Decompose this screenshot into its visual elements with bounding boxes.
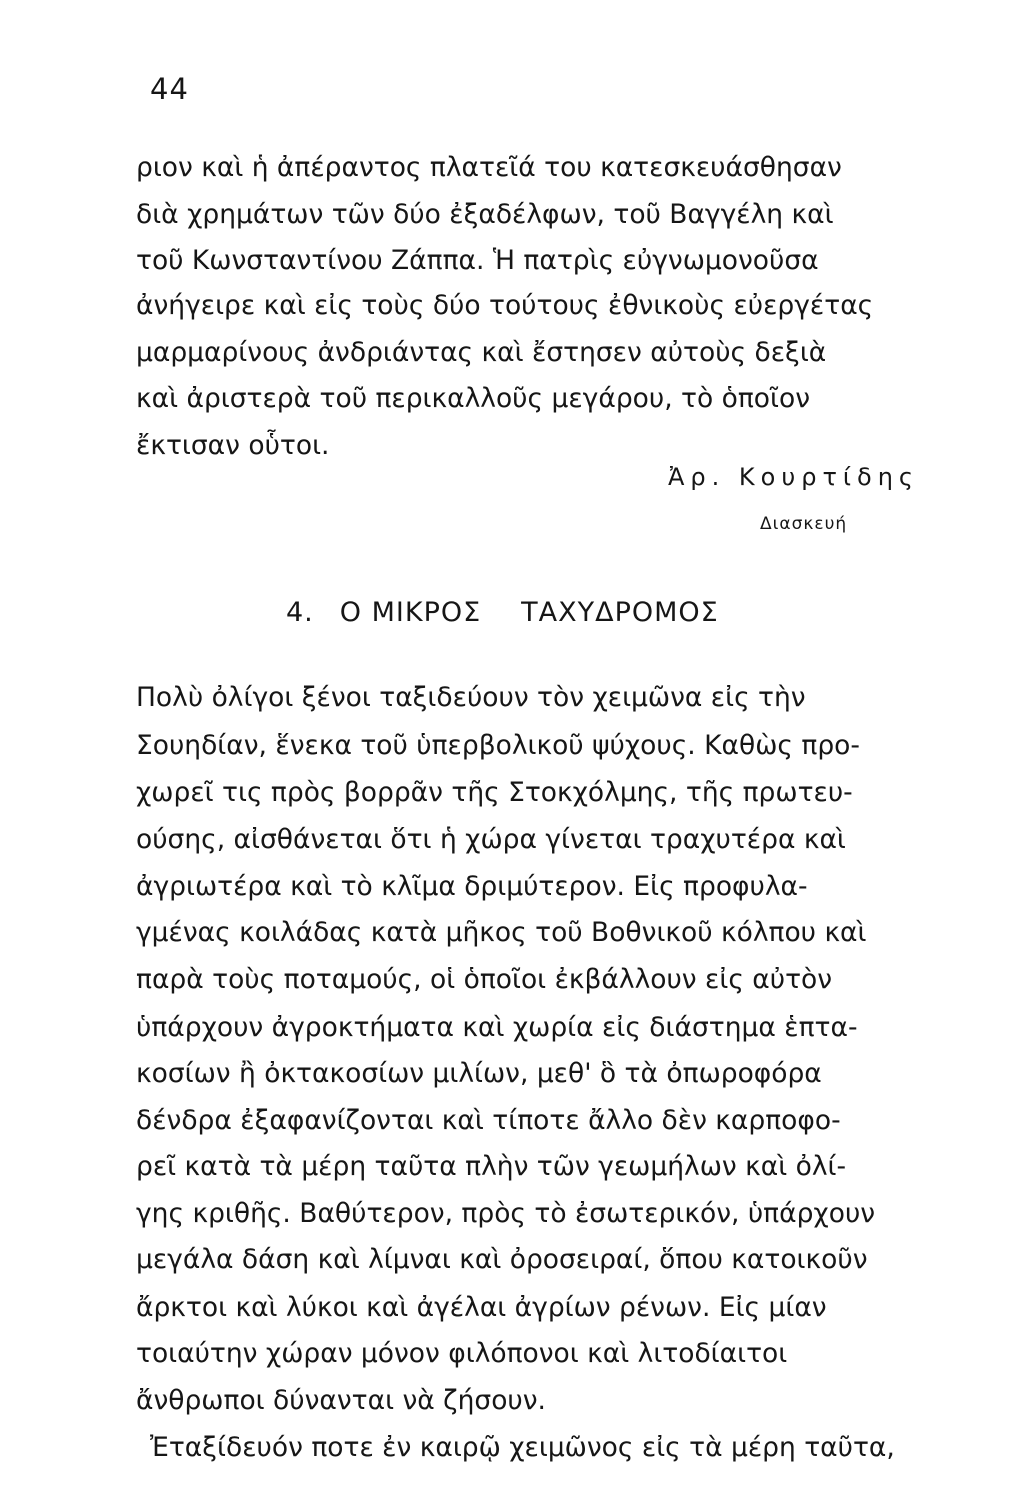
text-line: δένδρα ἐξαφανίζονται καὶ τίποτε ἄλλο δὲν καρποφο- <box>136 1105 841 1136</box>
text-line: ἔκτισαν οὗτοι. <box>136 430 330 461</box>
text-line: γμένας κοιλάδας κατὰ μῆκος τοῦ Βοθνικοῦ κόλπου καὶ <box>136 917 867 948</box>
text-line: ρεῖ κατὰ τὰ μέρη ταῦτα πλὴν τῶν γεωμήλων καὶ ὀλί- <box>136 1151 847 1182</box>
text-line: γης κριθῆς. Βαθύτερον, πρὸς τὸ ἐσωτερικόν, ὑπάρχουν <box>136 1198 876 1229</box>
text-line: παρὰ τοὺς ποταμούς, οἱ ὁποῖοι ἐκβάλλουν εἰς αὐτὸν <box>136 964 833 995</box>
section-title-part2: ΤΑΧΥΔΡΟΜΟΣ <box>521 597 719 628</box>
section-heading <box>286 597 719 628</box>
section-title-part1: Ο ΜΙΚΡΟΣ <box>339 597 482 628</box>
text-line: ἀγριωτέρα καὶ τὸ κλῖμα δριμύτερον. Εἰς προφυλα- <box>136 871 808 902</box>
page-number: 44 <box>150 72 189 106</box>
author-signature: Ἀρ. Κουρτίδης <box>668 463 920 491</box>
text-line: Ἐταξίδευόν ποτε ἐν καιρῷ χειμῶνος εἰς τὰ μέρη ταῦτα, <box>150 1432 895 1463</box>
text-line: Πολὺ ὀλίγοι ξένοι ταξιδεύουν τὸν χειμῶνα εἰς τὴν <box>136 682 806 713</box>
text-line: χωρεῖ τις πρὸς βορρᾶν τῆς Στοκχόλμης, τῆς πρωτευ- <box>136 777 853 808</box>
signature-note: Διασκευή <box>760 514 848 534</box>
text-line: ούσης, αἰσθάνεται ὅτι ἡ χώρα γίνεται τραχυτέρα καὶ <box>136 824 846 855</box>
text-line: ἀνήγειρε καὶ εἰς τοὺς δύο τούτους ἐθνικοὺς εὐεργέτας <box>136 290 874 321</box>
text-line: ἄρκτοι καὶ λύκοι καὶ ἀγέλαι ἀγρίων ρένων. Εἰς μίαν <box>136 1292 827 1323</box>
text-line: ριον καὶ ἡ ἀπέραντος πλατεῖά του κατεσκευάσθησαν <box>136 152 842 183</box>
text-line: τοῦ Κωνσταντίνου Ζάππα. Ἡ πατρὶς εὐγνωμονοῦσα <box>136 245 819 276</box>
text-line: τοιαύτην χώραν μόνον φιλόπονοι καὶ λιτοδίαιτοι <box>136 1338 788 1369</box>
text-line: διὰ χρημάτων τῶν δύο ἐξαδέλφων, τοῦ Βαγγέλη καὶ <box>136 199 834 230</box>
text-line: καὶ ἀριστερὰ τοῦ περικαλλοῦς μεγάρου, τὸ ὁποῖον <box>136 383 810 414</box>
section-number: 4. <box>286 597 314 628</box>
text-line: μαρμαρίνους ἀνδριάντας καὶ ἔστησεν αὐτοὺς δεξιὰ <box>136 337 827 368</box>
text-line: κοσίων ἢ ὀκτακοσίων μιλίων, μεθ' ὃ τὰ ὀπωροφόρα <box>136 1058 822 1089</box>
text-line: ὑπάρχουν ἀγροκτήματα καὶ χωρία εἰς διάστημα ἑπτα- <box>136 1012 858 1043</box>
text-line: ἄνθρωποι δύνανται νὰ ζήσουν. <box>136 1385 546 1416</box>
text-line: Σουηδίαν, ἕνεκα τοῦ ὑπερβολικοῦ ψύχους. Καθὼς προ- <box>136 730 860 761</box>
text-line: μεγάλα δάση καὶ λίμναι καὶ ὀροσειραί, ὅπου κατοικοῦν <box>136 1244 868 1275</box>
